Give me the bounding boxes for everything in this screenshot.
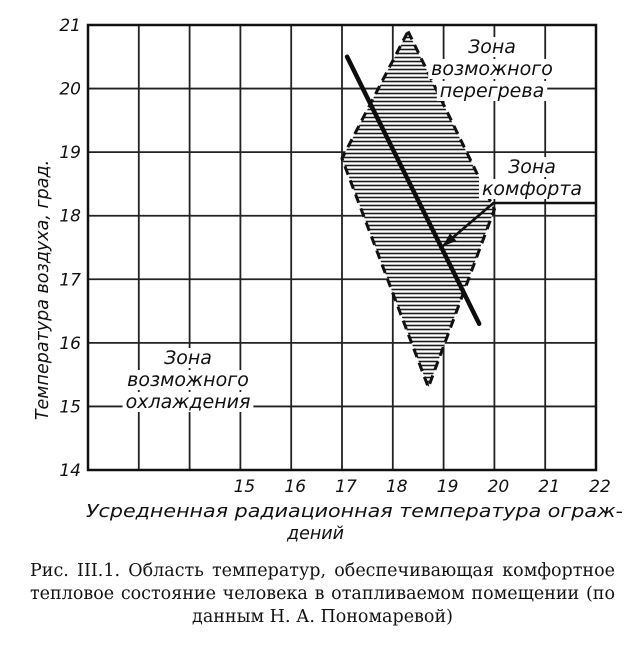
x-tick-label: 20 bbox=[487, 477, 510, 497]
y-tick-label: 20 bbox=[59, 79, 81, 100]
annotation-overheat-zone-text: возможного bbox=[431, 58, 553, 80]
x-tick-label: 19 bbox=[436, 477, 459, 497]
x-tick-label: 21 bbox=[538, 477, 561, 497]
x-tick-label: 17 bbox=[335, 477, 357, 497]
x-axis-label-continuation: дений bbox=[287, 524, 345, 544]
annotation-overheat-zone-text: перегрева bbox=[439, 80, 545, 102]
y-tick-label: 16 bbox=[59, 333, 81, 354]
x-axis-label: Усредненная радиационная температура ограж- bbox=[86, 502, 623, 522]
figure-caption: Рис. III.1. Область температур, обеспечивающая комфортное тепловое состояние человека в отапливаемом помещении (по данным Н. А. Пономаревой) bbox=[30, 561, 615, 627]
x-tick-label: 16 bbox=[284, 477, 307, 497]
y-tick-label: 18 bbox=[59, 206, 81, 227]
y-tick-label: 14 bbox=[59, 461, 81, 481]
x-tick-label: 22 bbox=[589, 477, 611, 497]
y-axis-label: Температура воздуха, град. bbox=[33, 159, 53, 421]
x-tick-label: 18 bbox=[385, 477, 408, 497]
x-tick-label: 15 bbox=[233, 477, 256, 497]
y-tick-label: 15 bbox=[59, 397, 81, 418]
annotation-comfort-zone-text: комфорта bbox=[481, 178, 583, 200]
y-tick-label: 17 bbox=[59, 270, 81, 291]
y-tick-label: 19 bbox=[59, 143, 81, 164]
annotation-cooling-zone-text: Зона bbox=[164, 347, 212, 369]
annotation-overheat-zone bbox=[428, 36, 556, 102]
annotation-cooling-zone-text: охлаждения bbox=[125, 391, 251, 413]
annotation-overheat-zone-text: Зона bbox=[468, 36, 516, 58]
zone-annotations bbox=[123, 36, 596, 413]
annotation-cooling-zone-text: возможного bbox=[127, 369, 249, 391]
y-tick-label: 21 bbox=[59, 16, 81, 36]
annotation-cooling-zone bbox=[123, 347, 254, 413]
annotation-comfort-zone-text: Зона bbox=[508, 156, 556, 178]
